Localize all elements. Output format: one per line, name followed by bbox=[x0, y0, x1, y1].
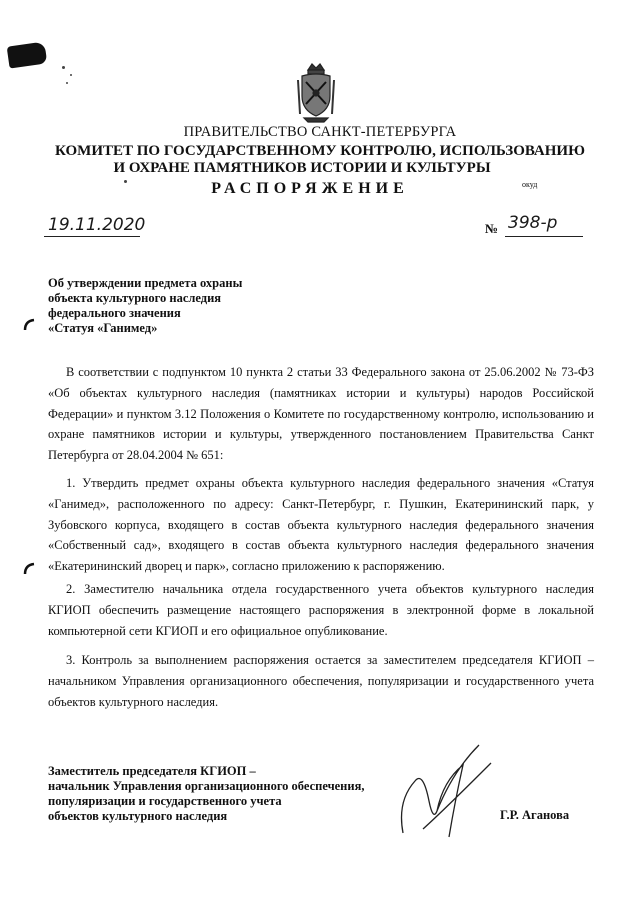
coat-of-arms-emblem bbox=[294, 62, 338, 124]
item-3-paragraph bbox=[48, 650, 594, 712]
scan-speck bbox=[66, 82, 68, 84]
preamble-text: В соответствии с подпунктом 10 пункта 2 статьи 33 Федерального закона от 25.06.2002 № 73-ФЗ «Об объектах культурного наследия (памятниках истории и культуры) народов Российской Федерации» и пунктом 3.12 Положения о Комитете по государственному контролю, использованию и охране памятников истории и культуры, утвержденного постановлением Правительства Санкт Петербурга от 28.04.2004 № 651: bbox=[48, 365, 594, 463]
signer-title-line: Заместитель председателя КГИОП – bbox=[48, 764, 256, 778]
scan-speck bbox=[62, 66, 65, 69]
subject-line: федерального значения bbox=[48, 306, 181, 320]
signer-title-line: объектов культурного наследия bbox=[48, 809, 228, 823]
okud-label: окуд bbox=[522, 180, 538, 189]
margin-corner-mark bbox=[22, 562, 36, 576]
margin-corner-mark bbox=[22, 318, 36, 332]
item-2-paragraph bbox=[48, 579, 594, 641]
committee-title-line2: И ОХРАНЕ ПАМЯТНИКОВ ИСТОРИИ И КУЛЬТУРЫ bbox=[113, 160, 491, 176]
signer-title bbox=[48, 764, 364, 824]
signer-name: Г.Р. Аганова bbox=[500, 808, 570, 822]
date-underline bbox=[44, 236, 140, 237]
subject-line: объекта культурного наследия bbox=[48, 291, 222, 305]
item-3-text: 3. Контроль за выполнением распоряжения остается за заместителем председателя КГИОП – начальником Управления организационного обеспечения, популяризации и государственного учета объектов культурного наследия. bbox=[48, 653, 594, 709]
scan-speck bbox=[70, 74, 72, 76]
document-type: РАСПОРЯЖЕНИЕ bbox=[211, 180, 409, 197]
committee-title-line1: КОМИТЕТ ПО ГОСУДАРСТВЕННОМУ КОНТРОЛЮ, ИСПОЛЬЗОВАНИЮ bbox=[55, 143, 585, 159]
item-2-text: 2. Заместителю начальника отдела государственного учета объектов культурного наследия КГИОП обеспечить размещение настоящего распоряжения в электронной форме в локальной компьютерной сети КГИОП и его официальное опубликование. bbox=[48, 582, 594, 638]
number-sign: № bbox=[485, 221, 499, 236]
order-number: 398-р bbox=[508, 213, 558, 233]
preamble-paragraph bbox=[48, 362, 594, 466]
order-subject bbox=[48, 276, 242, 336]
item-1-paragraph bbox=[48, 473, 594, 577]
order-date: 19.11.2020 bbox=[48, 215, 146, 235]
signer-title-line: популяризации и государственного учета bbox=[48, 794, 282, 808]
subject-line: Об утверждении предмета охраны bbox=[48, 276, 243, 290]
government-title: ПРАВИТЕЛЬСТВО САНКТ-ПЕТЕРБУРГА bbox=[183, 124, 457, 140]
item-1-text: 1. Утвердить предмет охраны объекта культурного наследия федерального значения «Статуя «Ганимед», расположенного по адресу: Санкт-Петербург, г. Пушкин, Екатерининский парк, у Зубовского корпуса, входящего в состав объекта культурного наследия федерального значения «Собственный сад», входящего в состав объекта культурного наследия федерального значения «Екатерининский дворец и парк», согласно приложению к распоряжению. bbox=[48, 476, 594, 574]
scan-artifact bbox=[7, 41, 48, 68]
subject-line: «Статуя «Ганимед» bbox=[48, 321, 158, 335]
number-underline bbox=[505, 236, 583, 237]
handwritten-signature bbox=[393, 741, 497, 841]
signer-title-line: начальник Управления организационного обеспечения, bbox=[48, 779, 365, 793]
